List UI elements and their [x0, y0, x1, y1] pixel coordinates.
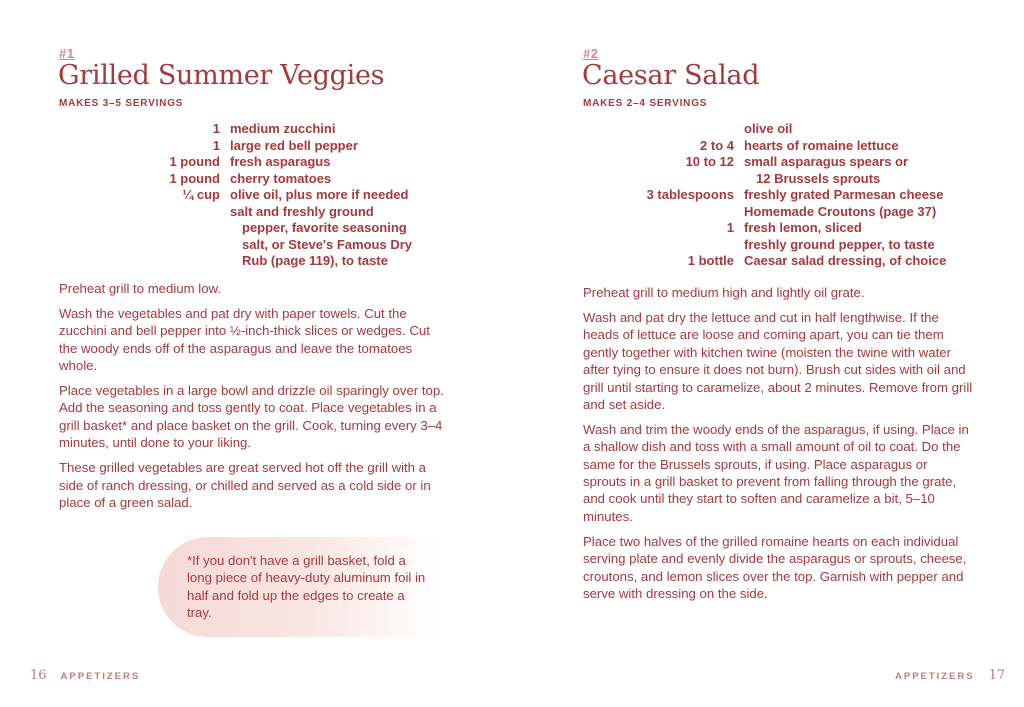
- ingredient-qty: 3 tablespoons: [646, 187, 734, 202]
- ingredient-desc-text: salt and freshly ground: [230, 203, 374, 219]
- ingredient-qty: 1: [212, 137, 220, 153]
- ingredient-row: [630, 154, 946, 187]
- ingredient-qty: 10 to 12: [685, 154, 734, 169]
- page-footer: [895, 668, 1005, 683]
- ingredient-qty: 1: [726, 220, 734, 235]
- ingredient-row: [110, 187, 412, 204]
- ingredient-row: [630, 237, 946, 254]
- ingredient-desc: Caesar salad dressing, of choice: [744, 253, 947, 268]
- direction-paragraph: Wash the vegetables and pat dry with paper towels. Cut the zucchini and bell pepper into ½-inch-thick slices or wedges. Cut the woody ends off of the asparagus and leave the tomatoes whole.: [59, 305, 430, 374]
- right-page: [512, 0, 1024, 707]
- ingredient-qty: 2 to 4: [700, 137, 734, 153]
- ingredient-row: [630, 121, 946, 138]
- ingredient-qty: ¼ cup: [182, 187, 220, 202]
- ingredient-row: [630, 220, 946, 237]
- ingredient-desc: olive oil: [744, 121, 793, 136]
- ingredient-qty: 1: [212, 121, 220, 136]
- ingredient-desc-cont: 12 Brussels sprouts: [756, 170, 881, 186]
- recipe-title: Grilled Summer Veggies: [58, 60, 385, 91]
- directions: [583, 284, 973, 610]
- directions: [59, 280, 444, 519]
- ingredients-list: [110, 121, 412, 270]
- ingredient-desc: medium zucchini: [230, 121, 336, 136]
- direction-paragraph: Wash and pat dry the lettuce and cut in half lengthwise. If the heads of lettuce are loose and coming apart, you can tie them gently together with kitchen twine (moisten the twine with water after tying to ensure it does not burn). Brush cut sides with oil and grill until starting to caramelize, about 2 minutes. Remove from grill and set aside.: [583, 309, 973, 412]
- page-number: 17: [988, 668, 1006, 683]
- ingredient-desc: [744, 154, 908, 187]
- ingredient-row: [110, 154, 412, 171]
- direction-paragraph: Preheat grill to medium low.: [59, 281, 221, 296]
- section-label: APPETIZERS: [60, 671, 141, 682]
- ingredient-qty: 1 bottle: [687, 253, 734, 268]
- servings-label: MAKES 2–4 SERVINGS: [583, 98, 708, 109]
- ingredient-qty: [630, 237, 744, 254]
- recipe-title: Caesar Salad: [582, 60, 760, 91]
- ingredient-desc: freshly ground pepper, to taste: [744, 236, 935, 252]
- ingredient-desc: [230, 204, 412, 270]
- ingredient-row: [630, 253, 946, 270]
- page-number: 16: [30, 668, 47, 683]
- ingredient-qty: [630, 204, 744, 221]
- footnote: *If you don't have a grill basket, fold a long piece of heavy-duty aluminum foil in half and fold up the edges to create a tray.: [187, 553, 426, 621]
- ingredient-desc: fresh asparagus: [230, 154, 331, 169]
- ingredient-desc-cont: salt, or Steve's Famous Dry: [242, 236, 412, 252]
- direction-paragraph: Place vegetables in a large bowl and drizzle oil sparingly over top. Add the seasoning and toss gently to coat. Place vegetables in a grill basket* and place basket on the grill. Cook, turning every 3–4 minutes, until done to your liking.: [59, 383, 444, 451]
- ingredient-row: [110, 138, 412, 155]
- ingredient-row: [110, 204, 412, 270]
- ingredient-row: [110, 121, 412, 138]
- ingredient-desc: cherry tomatoes: [230, 170, 332, 186]
- ingredient-qty: 1 pound: [169, 154, 220, 169]
- ingredient-desc-text: small asparagus spears or: [744, 154, 909, 169]
- servings-label: MAKES 3–5 SERVINGS: [59, 98, 184, 109]
- recipe-number: #2: [583, 46, 599, 61]
- direction-paragraph: These grilled vegetables are great served hot off the grill with a side of ranch dressing, or chilled and served as a cold side or in place of a green salad.: [59, 460, 431, 510]
- ingredient-row: [630, 138, 946, 155]
- ingredient-desc: hearts of romaine lettuce: [744, 137, 899, 153]
- ingredient-desc-cont: pepper, favorite seasoning: [242, 220, 407, 235]
- ingredient-row: [630, 204, 946, 221]
- ingredient-qty: 1 pound: [169, 170, 220, 186]
- ingredient-desc: large red bell pepper: [230, 137, 358, 153]
- ingredient-row: [110, 171, 412, 188]
- ingredient-qty: [110, 204, 230, 270]
- ingredient-desc: olive oil, plus more if needed: [230, 187, 409, 202]
- page-footer: [30, 668, 140, 683]
- section-label: APPETIZERS: [895, 671, 975, 682]
- direction-paragraph: Wash and trim the woody ends of the asparagus, if using. Place in a shallow dish and toss with a small amount of oil to coat. Do the same for the Brussels sprouts, if using. Place asparagus or sprouts in a grill basket to prevent from falling through the grate, and cook until they start to soften and caramelize a bit, 5–10 minutes.: [583, 421, 969, 524]
- ingredient-desc: fresh lemon, sliced: [744, 220, 862, 235]
- ingredient-qty: [630, 121, 744, 138]
- ingredient-desc: freshly grated Parmesan cheese: [744, 187, 944, 202]
- ingredient-row: [630, 187, 946, 204]
- direction-paragraph: Preheat grill to medium high and lightly oil grate.: [583, 285, 865, 300]
- direction-paragraph: Place two halves of the grilled romaine hearts on each individual serving plate and evenly divide the asparagus or sprouts, cheese, croutons, and lemon slices over the top. Garnish with pepper and serve with dressing on the side.: [583, 533, 967, 601]
- recipe-number: #1: [59, 46, 75, 61]
- ingredient-desc: Homemade Croutons (page 37): [744, 203, 937, 219]
- ingredient-desc-cont: Rub (page 119), to taste: [242, 253, 388, 268]
- ingredients-list: [630, 121, 946, 270]
